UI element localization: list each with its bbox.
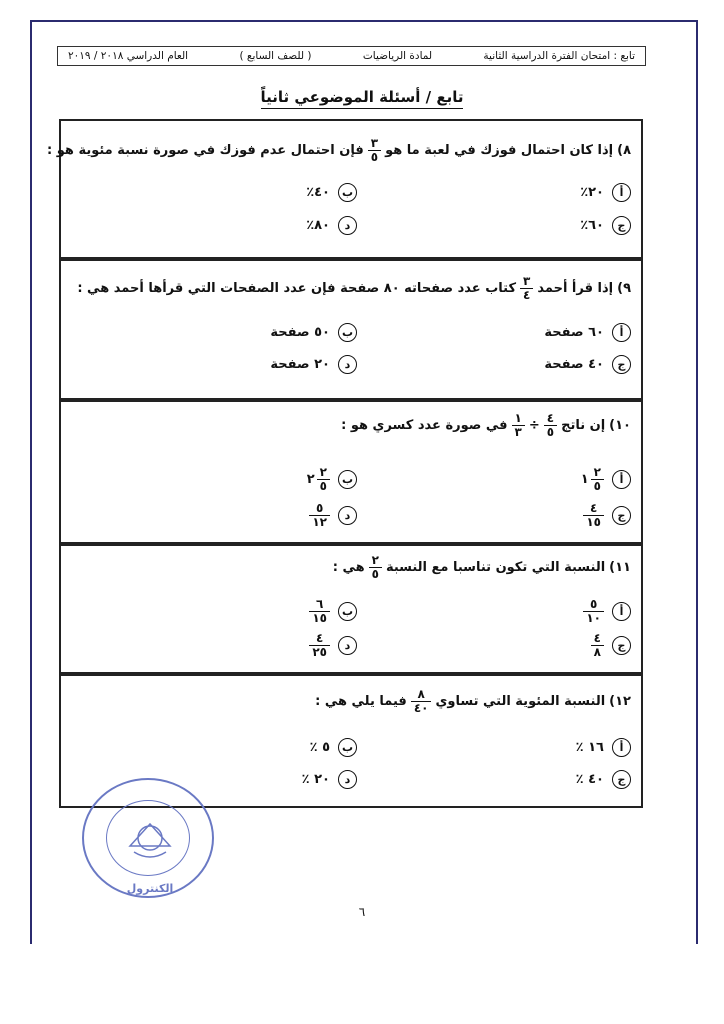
- option-9-b[interactable]: ب ٥٠ صفحة: [270, 323, 357, 342]
- option-10-a[interactable]: أ $\frac{٢}{٥}$ ١: [581, 466, 631, 493]
- option-12-c[interactable]: ج ٤٠ ٪: [576, 770, 631, 789]
- question-8-fraction: $\frac{٣}{٥}$: [368, 137, 381, 164]
- exam-header: [57, 46, 646, 66]
- question-11-text: ١١) النسبة التي تكون تناسبا مع النسبة $\frac{٢}{٥}$ هي :: [332, 553, 631, 582]
- header-subject: لمادة الرياضيات: [362, 50, 433, 62]
- official-stamp: [82, 778, 214, 898]
- question-9-text: ٩) إذا قرأ أحمد $\frac{٣}{٤}$ كتاب عدد صفحاته ٨٠ صفحة فإن عدد الصفحات التي قرأها أحمد هي :: [77, 274, 631, 303]
- option-10-d[interactable]: د $\frac{٥}{١٢}$: [309, 502, 357, 529]
- question-9-box: [59, 259, 643, 400]
- question-10-text: ١٠) إن ناتج $\frac{٤}{٥}$ ÷ $\frac{١}{٣}$ في صورة عدد كسري هو :: [341, 411, 631, 440]
- question-11-box: [59, 544, 643, 674]
- page-frame-top: [30, 20, 698, 22]
- page-number: ٦: [358, 905, 366, 919]
- stamp-emblem-icon: [84, 780, 216, 900]
- question-12-fraction: $\frac{٨}{٤٠}$: [411, 688, 432, 715]
- page-frame-right: [696, 22, 698, 944]
- question-11-fraction: $\frac{٢}{٥}$: [369, 554, 382, 581]
- option-9-a[interactable]: أ ٦٠ صفحة: [544, 323, 631, 342]
- option-8-b[interactable]: ب ٤٠٪: [306, 183, 357, 202]
- option-10-c[interactable]: ج $\frac{٤}{١٥}$: [583, 502, 631, 529]
- question-10-fraction-1: $\frac{٤}{٥}$: [544, 412, 557, 439]
- question-10-box: [59, 400, 643, 544]
- header-grade: ( للصف السابع ): [239, 50, 312, 62]
- option-12-a[interactable]: أ ١٦ ٪: [576, 738, 631, 757]
- page-title: تابع / أسئلة الموضوعي ثانياً: [0, 88, 724, 106]
- question-10-fraction-2: $\frac{١}{٣}$: [512, 412, 525, 439]
- header-exam: تابع : امتحان الفترة الدراسية الثانية: [483, 50, 635, 62]
- option-8-a[interactable]: أ ٢٠٪: [580, 183, 631, 202]
- question-8-box: [47, 119, 643, 259]
- option-8-c[interactable]: ج ٦٠٪: [580, 216, 631, 235]
- option-11-c[interactable]: ج $\frac{٤}{٨}$: [591, 632, 631, 659]
- option-9-c[interactable]: ج ٤٠ صفحة: [544, 355, 631, 374]
- option-10-b[interactable]: ب $\frac{٢}{٥}$ ٢: [307, 466, 357, 493]
- question-12-text: ١٢) النسبة المئوية التي تساوي $\frac{٨}{٤٠}$ فيما يلي هي :: [315, 687, 631, 716]
- option-9-d[interactable]: د ٢٠ صفحة: [270, 355, 357, 374]
- question-8-text: ٨) إذا كان احتمال فوزك في لعبة ما هو $\frac{٣}{٥}$ فإن احتمال عدم فوزك في صورة نسبة مئوية هو :: [47, 136, 631, 165]
- option-12-b[interactable]: ب ٥ ٪: [310, 738, 357, 757]
- option-11-b[interactable]: ب $\frac{٦}{١٥}$: [309, 598, 357, 625]
- question-9-fraction: $\frac{٣}{٤}$: [520, 275, 533, 302]
- option-11-a[interactable]: أ $\frac{٥}{١٠}$: [583, 598, 631, 625]
- page-frame-left: [30, 22, 32, 944]
- header-year: العام الدراسي ٢٠١٨ / ٢٠١٩: [68, 50, 189, 62]
- option-11-d[interactable]: د $\frac{٤}{٢٥}$: [309, 632, 357, 659]
- option-8-d[interactable]: د ٨٠٪: [306, 216, 357, 235]
- svg-text:الكنترول: الكنترول: [126, 882, 174, 895]
- option-12-d[interactable]: د ٢٠ ٪: [302, 770, 357, 789]
